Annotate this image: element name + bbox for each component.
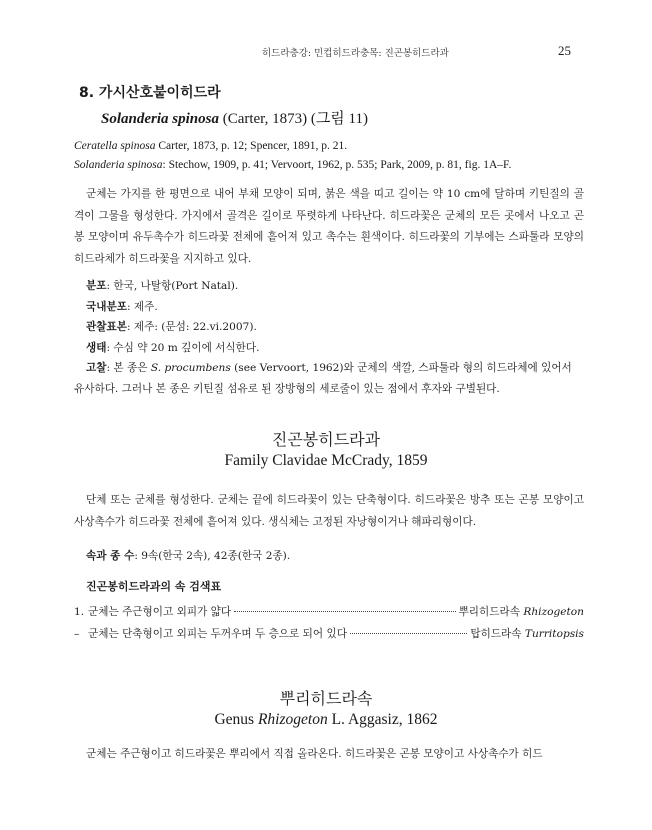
- remarks-continuation: 유사하다. 그러나 본 종은 키틴질 섬유로 된 장방형의 세로줄이 있는 점에서 후자와 구별된다.: [74, 382, 500, 395]
- synonym-refs: : Stechow, 1909, p. 41; Vervoort, 1962, p. 535; Park, 2009, p. 81, fig. 1A–F.: [162, 159, 512, 171]
- genus-description: 군체는 주근형이고 히드라꽃은 뿌리에서 직접 올라온다. 히드라꽃은 곤봉 모양이고 사상촉수가 히드: [86, 748, 543, 760]
- genus-authority: L. Aggasiz, 1862: [327, 711, 438, 728]
- key-item-text: 군체는 주근형이고 외피가 얇다: [88, 606, 232, 618]
- remarks-text: (see Vervoort, 1962)와 군체의 색깔, 스파툴라 형의 히드라체에 있어서: [230, 362, 572, 374]
- remarks-row: [86, 358, 584, 379]
- key-result-scientific: Rhizogeton: [523, 606, 584, 618]
- page-number: 25: [558, 43, 571, 58]
- key-title: 진곤봉히드라과의 속 검색표: [86, 580, 222, 593]
- species-authority: (Carter, 1873) (그림 11): [218, 111, 368, 127]
- genus-title-english: [0, 711, 652, 729]
- species-scientific-name: Solanderia spinosa: [101, 111, 219, 127]
- key-result-scientific: Turritopsis: [524, 628, 584, 640]
- domestic-distribution-row: [86, 297, 584, 318]
- species-scientific-line: [101, 107, 368, 128]
- remarks-scientific-name: S. procumbens: [150, 362, 231, 374]
- genus-scientific-name: Rhizogeton: [257, 711, 328, 728]
- count-label: 속과 종 수: [86, 550, 135, 562]
- specimen-row: [86, 317, 584, 338]
- distribution-value: : 한국, 나탈항(Port Natal).: [106, 280, 239, 292]
- species-heading: [79, 82, 368, 128]
- ecology-value: : 수심 약 20 m 깊이에 서식한다.: [106, 341, 260, 354]
- ecology-row: [86, 338, 584, 359]
- running-head-title: 히드라충강: 민컵히드라충목: 진곤봉히드라과: [262, 48, 449, 59]
- remarks-text: : 본 종은: [106, 362, 151, 374]
- distribution-label: 분포: [86, 280, 107, 292]
- key-item: [74, 604, 584, 619]
- key-item-text: 군체는 단축형이고 외피는 두꺼우며 두 층으로 되어 있다: [88, 628, 347, 640]
- synonym-entry: [74, 137, 511, 156]
- domestic-label: 국내분포: [86, 300, 127, 313]
- synonym-name: Solanderia spinosa: [74, 159, 163, 171]
- specimen-value: : 제주: (문섬: 22.vi.2007).: [126, 321, 257, 333]
- distribution-row: [86, 276, 584, 297]
- species-description: 군체는 가지를 한 평면으로 내어 부채 모양이 되며, 붉은 색을 띠고 길이는 약 10 cm에 달하며 키틴질의 골격이 그물을 형성한다. 가지에서 골격은 길이로 뚜렷하게 나타난다. 히드라꽃은 군체의 모든 곳에서 나오고 곤봉 모양이며 유두촉수가 히드라꽃 전체에 흩어져 있고 촉수는 흰색이다. 히드라꽃의 기부에는 스파툴라 모양의 히드라체가 히드라꽃을 지지하고 있다.: [74, 188, 584, 265]
- key-item-number: 1.: [74, 606, 85, 618]
- synonym-refs: Carter, 1873, p. 12; Spencer, 1891, p. 21.: [155, 140, 348, 152]
- dotted-leader: [234, 611, 455, 612]
- species-metadata: [74, 276, 584, 399]
- key-item: [74, 626, 584, 641]
- synonym-entry: [74, 156, 511, 175]
- species-title: 8. 가시산호붙이히드라: [79, 85, 221, 101]
- ecology-label: 생태: [86, 341, 107, 354]
- specimen-label: 관찰표본: [86, 321, 127, 333]
- family-title-korean: 진곤봉히드라과: [271, 430, 381, 449]
- key-result-korean: 탑히드라속: [470, 628, 525, 640]
- remarks-label: 고찰: [86, 362, 107, 374]
- dotted-leader: [350, 633, 467, 634]
- key-item-result: [459, 604, 584, 619]
- family-description: 단체 또는 군체를 형성한다. 군체는 끝에 히드라꽃이 있는 단축형이다. 히드라꽃은 방추 또는 곤봉 모양이고 사상촉수가 히드라꽃 전체에 흩어져 있다. 생식체는 고정된 자낭형이거나 해파리형이다.: [74, 494, 584, 528]
- key-result-korean: 뿌리히드라속: [458, 606, 524, 618]
- count-value: : 9속(한국 2속), 42종(한국 2종).: [134, 550, 291, 562]
- key-item-number: –: [74, 628, 80, 640]
- domestic-value: : 제주.: [126, 300, 158, 313]
- family-title-english: Family Clavidae McCrady, 1859: [224, 452, 428, 469]
- genus-title-prefix: Genus: [214, 711, 258, 728]
- synonym-name: Ceratella spinosa: [74, 140, 156, 152]
- key-item-result: [470, 626, 584, 641]
- synonym-list: [74, 137, 511, 175]
- genus-species-count: [86, 548, 290, 563]
- genus-title-korean: 뿌리히드라속: [279, 689, 373, 708]
